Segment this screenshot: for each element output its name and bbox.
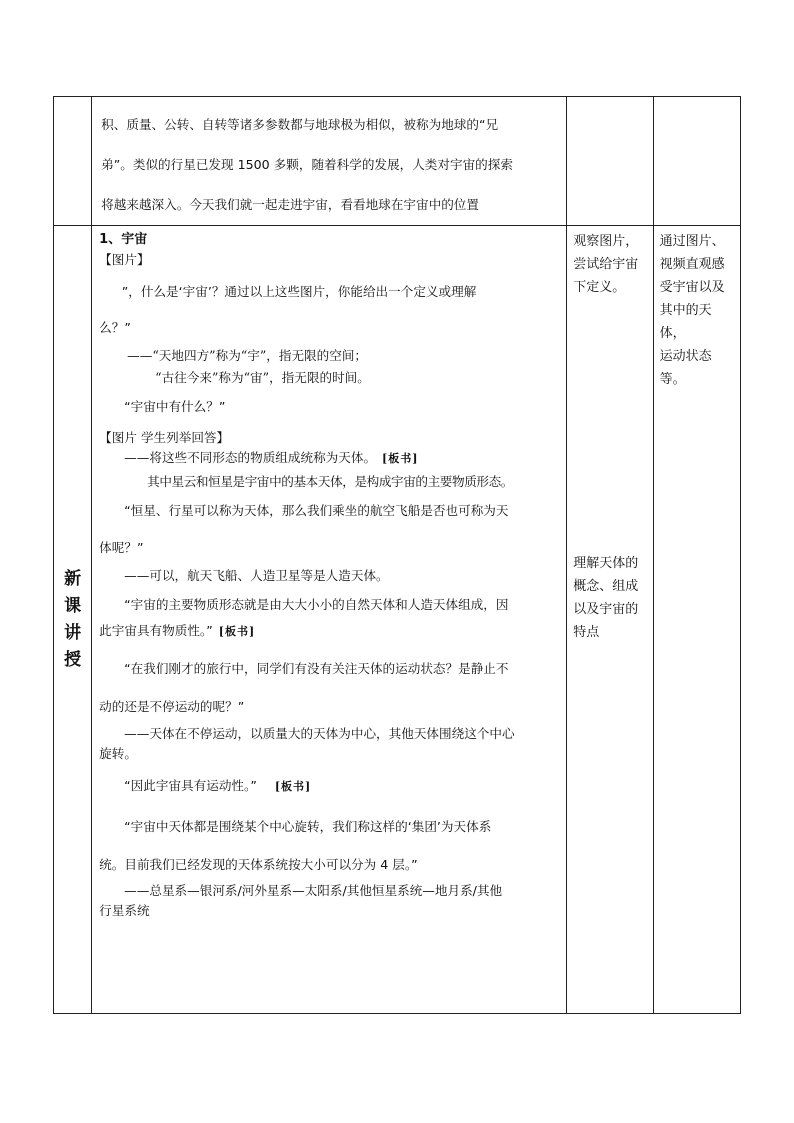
statement-line: “宇宙中天体都是围绕某个中心旋转，我们称这样的‘集团’为天体系	[124, 819, 492, 834]
stage-char: 讲	[64, 622, 82, 643]
activity-line: 观察图片，	[573, 234, 639, 249]
answer-line: 其中星云和恒星是宇宙中的基本天体，是构成宇宙的主要物质形态。	[147, 474, 513, 489]
statement-text: “因此宇宙具有运动性。”	[124, 778, 257, 793]
definition-line: “古往今来”称为“宙”，指无限的时间。	[155, 370, 370, 385]
question-line: 体呢？”	[99, 540, 144, 555]
teaching-content-cell	[92, 226, 567, 1014]
activity-line: 尝试给宇宙	[573, 257, 639, 272]
stage-char: 授	[64, 649, 82, 670]
statement-text: 此宇宙具有物质性。”	[99, 623, 213, 638]
statement-line	[99, 621, 560, 642]
statement-line: “宇宙的主要物质形态就是由大大小小的自然天体和人造天体组成，因	[124, 597, 509, 612]
tag-answer: 【图片 学生列举回答】	[99, 430, 230, 445]
tag-picture: 【图片】	[99, 252, 150, 267]
question-line: “在我们刚才的旅行中，同学们有没有关注天体的运动状态？是静止不	[124, 661, 509, 676]
intent-line: 视频直观感	[659, 257, 725, 272]
lesson-plan-table	[53, 96, 741, 1014]
student-activity-cell	[567, 226, 653, 1014]
statement-line	[99, 776, 560, 797]
answer-line	[99, 448, 560, 468]
blackboard-note: [板书]	[274, 780, 312, 793]
intent-line: 受宇宙以及	[659, 280, 725, 295]
stage-char: 新	[64, 568, 82, 589]
activity-line: 特点	[573, 625, 600, 640]
intent-line: 运动状态等。	[659, 349, 712, 387]
design-intent-cell	[653, 226, 740, 1014]
stage-cell-empty	[54, 97, 92, 226]
section-heading: 1、宇宙	[99, 232, 148, 247]
activity-line: 下定义。	[573, 280, 626, 295]
activity-line: 概念、组成	[573, 579, 639, 594]
stage-label	[54, 226, 91, 1013]
intent-line: 其中的天体，	[659, 303, 712, 341]
intro-line: 积、质量、公转、自转等诸多参数都与地球极为相似，被称为地球的“兄	[101, 117, 499, 132]
table-row-intro	[54, 97, 741, 226]
intent-cell-empty	[653, 97, 740, 226]
answer-line: ——天体在不停运动，以质量大的天体为中心，其他天体围绕这个中心	[124, 726, 515, 741]
stage-char: 课	[64, 595, 82, 616]
intro-line: 将越来越深入。今天我们就一起走进宇宙，看看地球在宇宙中的位置	[101, 197, 479, 212]
answer-line: ——总星系—银河系/河外星系—太阳系/其他恒星系统—地月系/其他	[124, 883, 503, 898]
blackboard-note: [板书]	[382, 452, 419, 465]
table-row-new-lesson	[54, 226, 741, 1014]
answer-text: ——将这些不同形态的物质组成统称为天体。	[124, 450, 377, 465]
answer-line: ——可以，航天飞船、人造卫星等是人造天体。	[124, 568, 389, 583]
blackboard-note: [板书]	[218, 625, 256, 638]
intro-cell	[92, 97, 567, 226]
question-line: 动的还是不停运动的呢？”	[99, 699, 245, 714]
answer-line: 行星系统	[99, 903, 150, 918]
question-line: “宇宙中有什么？”	[124, 399, 226, 414]
intent-line: 通过图片、	[659, 234, 725, 249]
answer-line: 旋转。	[99, 746, 137, 761]
question-line: “恒星、行星可以称为天体，那么我们乘坐的航空飞船是否也可称为天	[124, 503, 509, 518]
intro-line: 弟”。类似的行星已发现 1500 多颗，随着科学的发展，人类对宇宙的探索	[101, 157, 513, 172]
stage-cell	[54, 226, 92, 1014]
activity-line: 理解天体的	[573, 556, 639, 571]
question-line: ”，什么是‘宇宙’？通过以上这些图片，你能给出一个定义或理解	[109, 284, 477, 299]
question-line: 么？”	[99, 320, 131, 335]
statement-line: 统。目前我们已经发现的天体系统按大小可以分为 4 层。”	[99, 857, 418, 872]
student-cell-empty	[567, 97, 653, 226]
definition-line: ——“天地四方”称为“宇”，指无限的空间；	[127, 348, 368, 363]
activity-line: 以及宇宙的	[573, 602, 639, 617]
